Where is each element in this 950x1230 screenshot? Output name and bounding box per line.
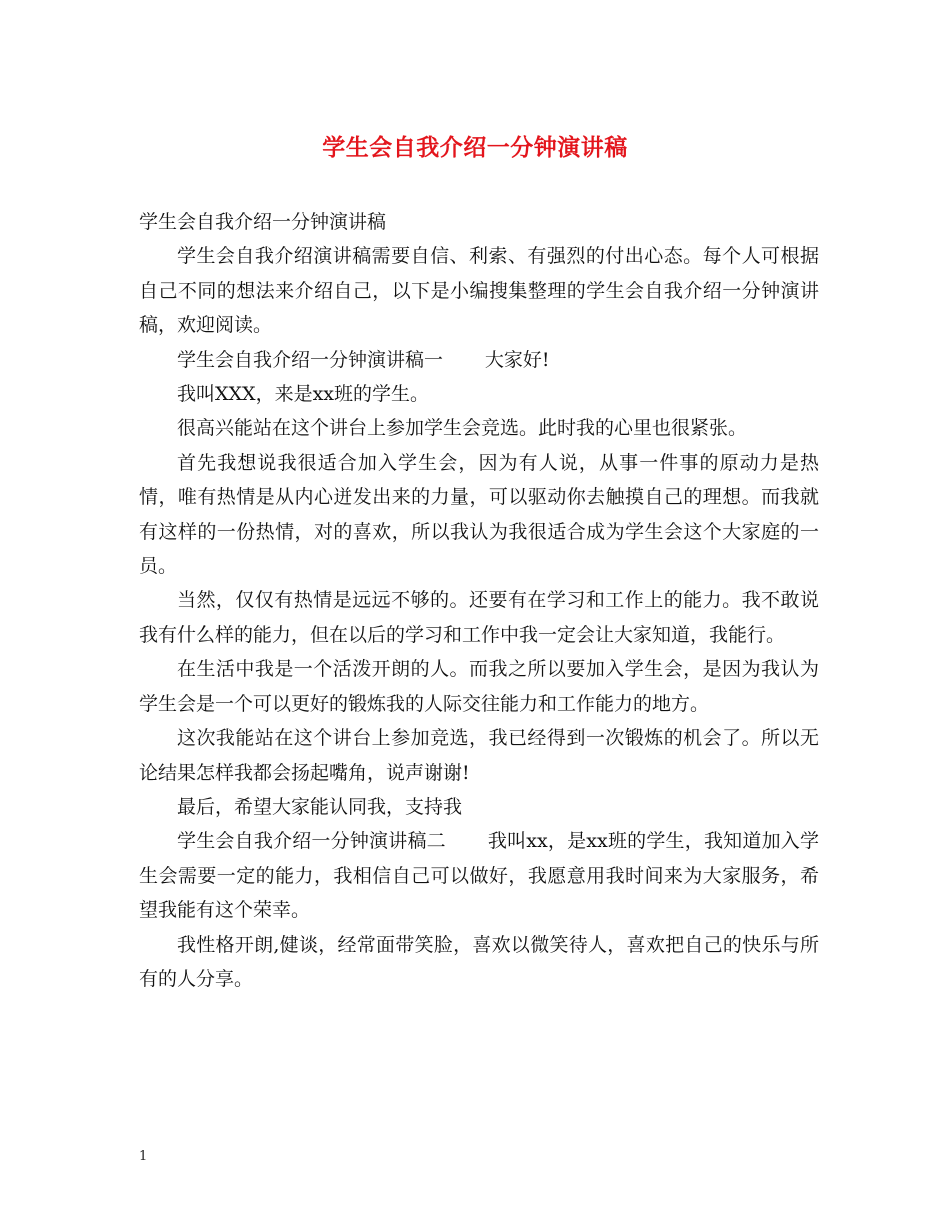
document-body [139, 205, 819, 996]
body-paragraph: 最后，希望大家能认同我，支持我 [177, 795, 463, 818]
body-paragraph: 学生会自我介绍演讲稿需要自信、利索、有强烈的付出心态。每个人可根据自己不同的想法来介绍自己，以下是小编搜集整理的学生会自我介绍一分钟演讲稿，欢迎阅读。 [139, 245, 819, 337]
body-paragraph: 这次我能站在这个讲台上参加竞选，我已经得到一次锻炼的机会了。所以无论结果怎样我都会扬起嘴角，说声谢谢! [139, 727, 819, 784]
greeting-text: 大家好! [484, 348, 550, 371]
document-title: 学生会自我介绍一分钟演讲稿 [322, 135, 628, 161]
body-paragraph [139, 343, 819, 377]
intro-text: 我叫xx，是xx班的学生，我知道加入学生会需要一定的能力，我相信自己可以做好，我愿意用我时间来为大家服务，希望我能有这个荣幸。 [139, 830, 819, 922]
page-number: 1 [139, 1149, 148, 1164]
body-paragraph-heading: 学生会自我介绍一分钟演讲稿 [139, 211, 387, 233]
body-paragraph: 首先我想说我很适合加入学生会，因为有人说，从事一件事的原动力是热情，唯有热情是从内心迸发出来的力量，可以驱动你去触摸自己的理想。而我就有这样的一份热情，对的喜欢，所以我认为我很适合成为学生会这个大家庭的一员。 [139, 451, 819, 578]
body-paragraph: 在生活中我是一个活泼开朗的人。而我之所以要加入学生会，是因为我认为学生会是一个可以更好的锻炼我的人际交往能力和工作能力的地方。 [139, 658, 819, 715]
body-paragraph: 很高兴能站在这个讲台上参加学生会竞选。此时我的心里也很紧张。 [177, 417, 748, 440]
body-paragraph: 我性格开朗,健谈，经常面带笑脸，喜欢以微笑待人，喜欢把自己的快乐与所有的人分享。 [139, 933, 819, 990]
section-heading-two: 学生会自我介绍一分钟演讲稿二 [177, 830, 446, 853]
body-paragraph: 我叫XXX，来是xx班的学生。 [177, 383, 430, 406]
body-paragraph: 当然，仅仅有热情是远远不够的。还要有在学习和工作上的能力。我不敢说我有什么样的能力，但在以后的学习和工作中我一定会让大家知道，我能行。 [139, 589, 819, 646]
section-heading-one: 学生会自我介绍一分钟演讲稿一 [177, 348, 444, 371]
body-paragraph [139, 824, 819, 927]
